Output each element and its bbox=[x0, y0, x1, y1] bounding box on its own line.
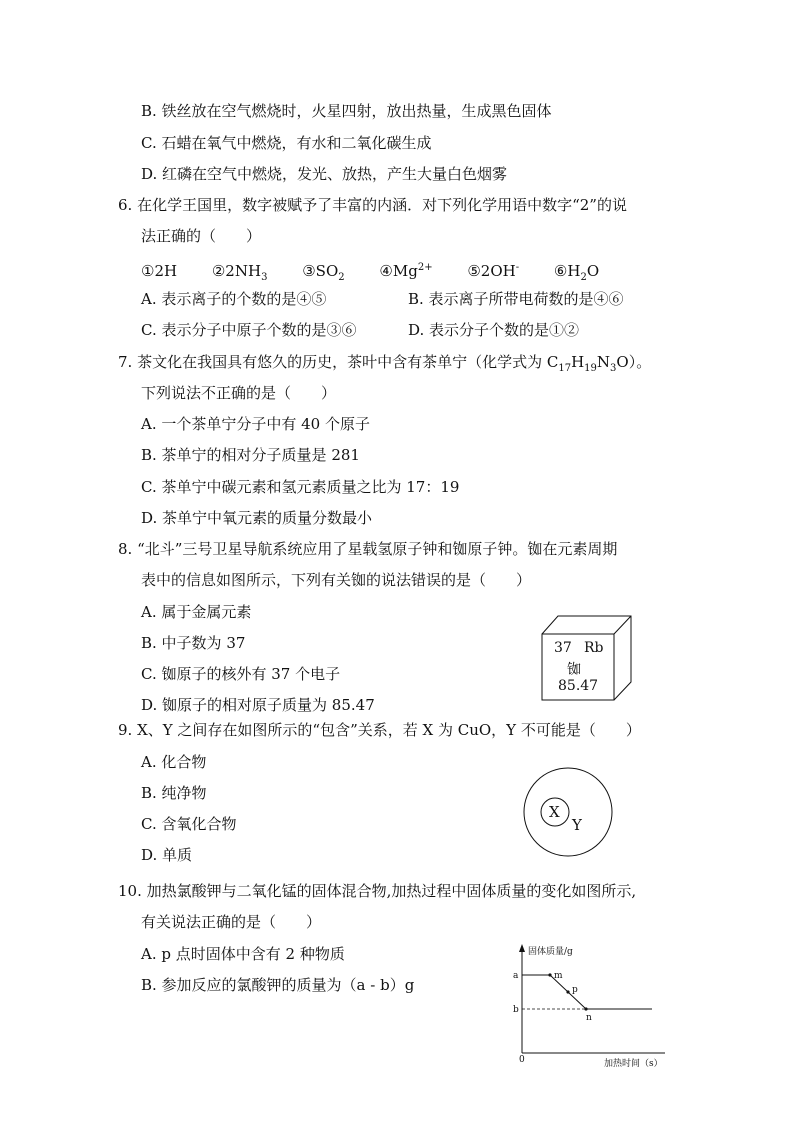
q6-option-d: D. 表示分子个数的是①② bbox=[408, 321, 580, 339]
q9-option-a: A. 化合物 bbox=[141, 753, 207, 771]
graph-a-label: a bbox=[513, 971, 519, 981]
q9-option-b: B. 纯净物 bbox=[141, 784, 207, 802]
q9-option-d: D. 单质 bbox=[141, 846, 193, 864]
inclusion-venn-diagram bbox=[522, 766, 614, 858]
venn-label-x: X bbox=[549, 803, 560, 821]
q6-option-a: A. 表示离子的个数的是④⑤ bbox=[141, 290, 327, 308]
q5-option-b: B. 铁丝放在空气燃烧时，火星四射，放出热量，生成黑色固体 bbox=[141, 102, 552, 120]
q6-symbol-5: ⑤2OH- bbox=[467, 262, 520, 280]
q8-stem-line2: 表中的信息如图所示，下列有关铷的说法错误的是（ ） bbox=[141, 571, 532, 589]
q6-symbols bbox=[141, 258, 629, 288]
graph-point-m bbox=[548, 973, 551, 976]
graph-point-p bbox=[566, 990, 569, 993]
graph-n-label: n bbox=[586, 1013, 592, 1023]
q8-option-c: C. 铷原子的核外有 37 个电子 bbox=[141, 665, 341, 683]
q7-stem-line2: 下列说法不正确的是（ ） bbox=[141, 384, 337, 402]
q5-option-d: D. 红磷在空气中燃烧，发光、放热，产生大量白色烟雾 bbox=[141, 165, 508, 183]
rubidium-element-box bbox=[534, 614, 634, 702]
rb-name: 铷 bbox=[567, 662, 581, 678]
q9-stem: 9. X、Y 之间存在如图所示的“包含”关系，若 X 为 CuO，Y 不可能是（ ） bbox=[118, 721, 641, 739]
graph-x-label: 加热时间（s） bbox=[604, 1059, 663, 1069]
q5-option-c: C. 石蜡在氧气中燃烧，有水和二氧化碳生成 bbox=[141, 134, 432, 152]
venn-label-y: Y bbox=[572, 816, 582, 834]
q7-option-c: C. 茶单宁中碳元素和氢元素质量之比为 17：19 bbox=[141, 478, 460, 496]
q10-option-b: B. 参加反应的氯酸钾的质量为（a - b）g bbox=[141, 976, 415, 994]
q6-symbol-2: $②2NH_3$ bbox=[211, 262, 268, 283]
solid-mass-graph bbox=[500, 940, 675, 1072]
q7-option-a: A. 一个茶单宁分子中有 40 个原子 bbox=[141, 415, 370, 433]
graph-mass-curve bbox=[522, 975, 652, 1009]
q6-symbol-4: $④Mg^{2+}$ bbox=[379, 262, 433, 280]
rb-atomic-mass: 85.47 bbox=[558, 678, 599, 694]
graph-y-label: 固体质量/g bbox=[528, 947, 573, 957]
q6-symbol-6: $⑥H_2O$ bbox=[553, 262, 600, 283]
graph-origin: 0 bbox=[519, 1055, 525, 1065]
q6-option-b: B. 表示离子所带电荷数的是④⑥ bbox=[408, 290, 624, 308]
graph-b-label: b bbox=[513, 1005, 519, 1015]
rb-atomic-number: 37 bbox=[554, 640, 572, 656]
q7-stem-line1: 7. 茶文化在我国具有悠久的历史，茶叶中含有茶单宁（化学式为 $C_{17}H_{19}N_3O$）。 bbox=[118, 353, 652, 374]
q8-option-d: D. 铷原子的相对原子质量为 85.47 bbox=[141, 696, 375, 714]
q9-option-c: C. 含氧化合物 bbox=[141, 815, 237, 833]
q8-option-b: B. 中子数为 37 bbox=[141, 634, 246, 652]
q8-option-a: A. 属于金属元素 bbox=[141, 603, 252, 621]
q7-option-d: D. 茶单宁中氧元素的质量分数最小 bbox=[141, 509, 373, 527]
graph-y-arrow bbox=[519, 944, 525, 952]
q8-stem-line1: 8. “北斗”三号卫星导航系统应用了星载氢原子钟和铷原子钟。铷在元素周期 bbox=[118, 540, 618, 558]
q7-option-b: B. 茶单宁的相对分子质量是 281 bbox=[141, 446, 360, 464]
rb-symbol: Rb bbox=[584, 640, 604, 656]
q6-symbol-3: $③SO_2$ bbox=[302, 262, 345, 283]
q10-option-a: A. p 点时固体中含有 2 种物质 bbox=[141, 945, 345, 963]
q10-stem-line2: 有关说法正确的是（ ） bbox=[141, 913, 322, 931]
graph-p-label: p bbox=[572, 985, 578, 995]
q10-stem-line1: 10. 加热氯酸钾与二氧化锰的固体混合物,加热过程中固体质量的变化如图所示, bbox=[118, 882, 637, 900]
graph-m-label: m bbox=[554, 971, 563, 981]
q6-option-c: C. 表示分子中原子个数的是③⑥ bbox=[141, 321, 357, 339]
q6-stem-line1: 6. 在化学王国里，数字被赋予了丰富的内涵．对下列化学用语中数字“2”的说 bbox=[118, 196, 627, 214]
graph-point-n bbox=[584, 1007, 587, 1010]
q6-symbol-1: ①2H bbox=[141, 262, 178, 280]
q6-stem-line2: 法正确的（ ） bbox=[141, 227, 262, 245]
